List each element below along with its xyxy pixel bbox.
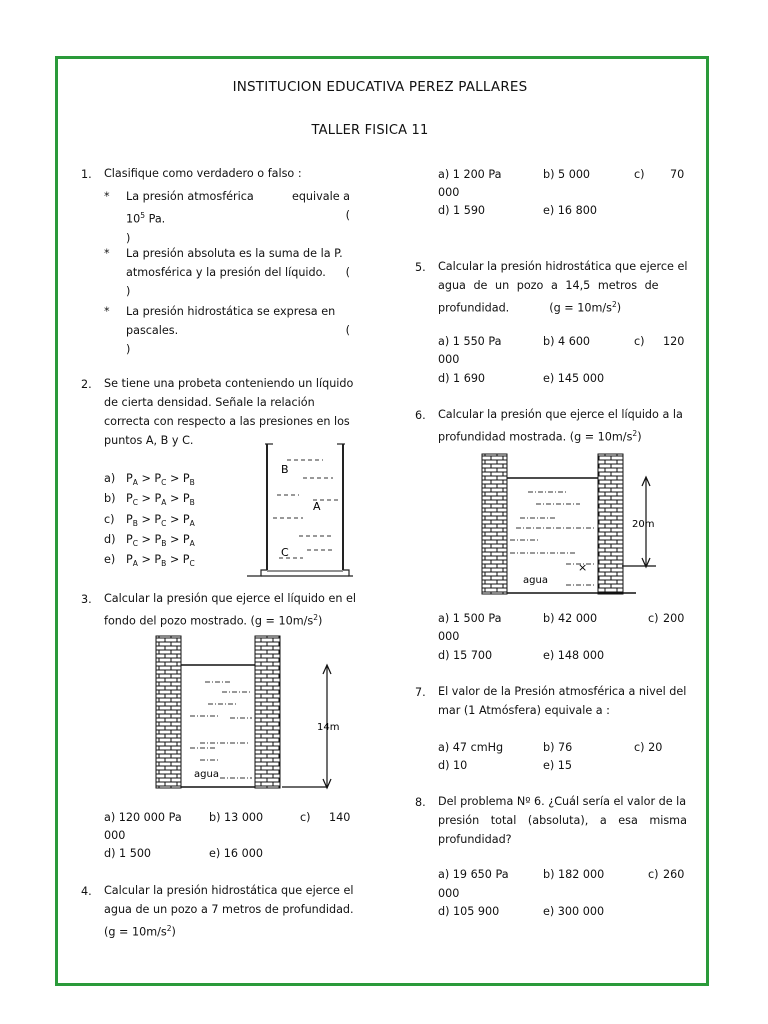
- question-number: 4.: [81, 885, 92, 898]
- question-number: 1.: [81, 168, 92, 181]
- bullet: *: [104, 190, 110, 203]
- depth-label: 20m: [632, 519, 655, 530]
- answer-option: d) $P_C > P_B > P_A$: [104, 533, 195, 549]
- answer-option: b) $P_C > P_A > P_B$: [104, 492, 195, 508]
- question-number: 6.: [415, 409, 426, 422]
- answer-option: c) $P_B > P_C > P_A$: [104, 513, 195, 529]
- question-text: Calcular la presión que ejerce el líquido a la profundidad mostrada. $(g = 10m/s^2)$: [438, 408, 683, 444]
- point-a-label: A: [313, 500, 321, 513]
- worksheet-title: TALLER FISICA 11: [311, 123, 429, 138]
- question-text: Clasifique como verdadero o falso :: [104, 167, 302, 180]
- well-figure-20m: [476, 448, 676, 600]
- statement-1: La presión atmosférica equivale a $10^5$ Pa. ( ): [126, 190, 350, 245]
- bullet: *: [104, 305, 110, 318]
- question-text: El valor de la Presión atmosférica a nivel del mar (1 Atmósfera) equivale a :: [438, 685, 687, 717]
- point-c-label: C: [281, 546, 289, 559]
- bullet: *: [104, 247, 110, 260]
- question-number: 5.: [415, 261, 426, 274]
- question-text: Calcular la presión hidrostática que ejerce el agua de un pozo a 14,5 metros de profundidad. $(g = 10m/s^2)$: [438, 260, 688, 315]
- question-text: Se tiene una probeta conteniendo un líquido de cierta densidad. Señale la relación correcta con respecto a las presiones en los puntos A, B y C.: [104, 377, 354, 447]
- water-label: agua: [194, 769, 219, 780]
- statement-2: La presión absoluta es la suma de la P. atmosférica y la presión del líquido. ( ): [126, 247, 350, 298]
- question-number: 8.: [415, 796, 426, 809]
- test-tube-figure: [243, 440, 353, 580]
- answer-option: e) $P_A > P_B > P_C$: [104, 553, 195, 569]
- question-number: 3.: [81, 593, 92, 606]
- depth-label: 14m: [317, 722, 340, 733]
- school-title: INSTITUCION EDUCATIVA PEREZ PALLARES: [232, 79, 528, 95]
- point-mark: ×: [578, 561, 588, 574]
- statement-3: La presión hidrostática se expresa en pascales. ( ): [126, 305, 350, 356]
- point-b-label: B: [281, 463, 289, 476]
- answer-option: a) $P_A > P_C > P_B$: [104, 472, 195, 488]
- question-number: 2.: [81, 378, 92, 391]
- well-figure-14m: [150, 630, 350, 802]
- water-label: agua: [523, 575, 548, 586]
- question-text: Calcular la presión que ejerce el líquido en el fondo del pozo mostrado. $(g = 10m/s^2)$: [104, 592, 356, 628]
- question-number: 7.: [415, 686, 426, 699]
- question-text: Del problema Nº 6. ¿Cuál sería el valor de la presión total (absoluta), a esa misma profundidad?: [438, 795, 687, 846]
- question-text: Calcular la presión hidrostática que ejerce el agua de un pozo a 7 metros de profundidad. $(g = 10m/s^2)$: [104, 884, 354, 939]
